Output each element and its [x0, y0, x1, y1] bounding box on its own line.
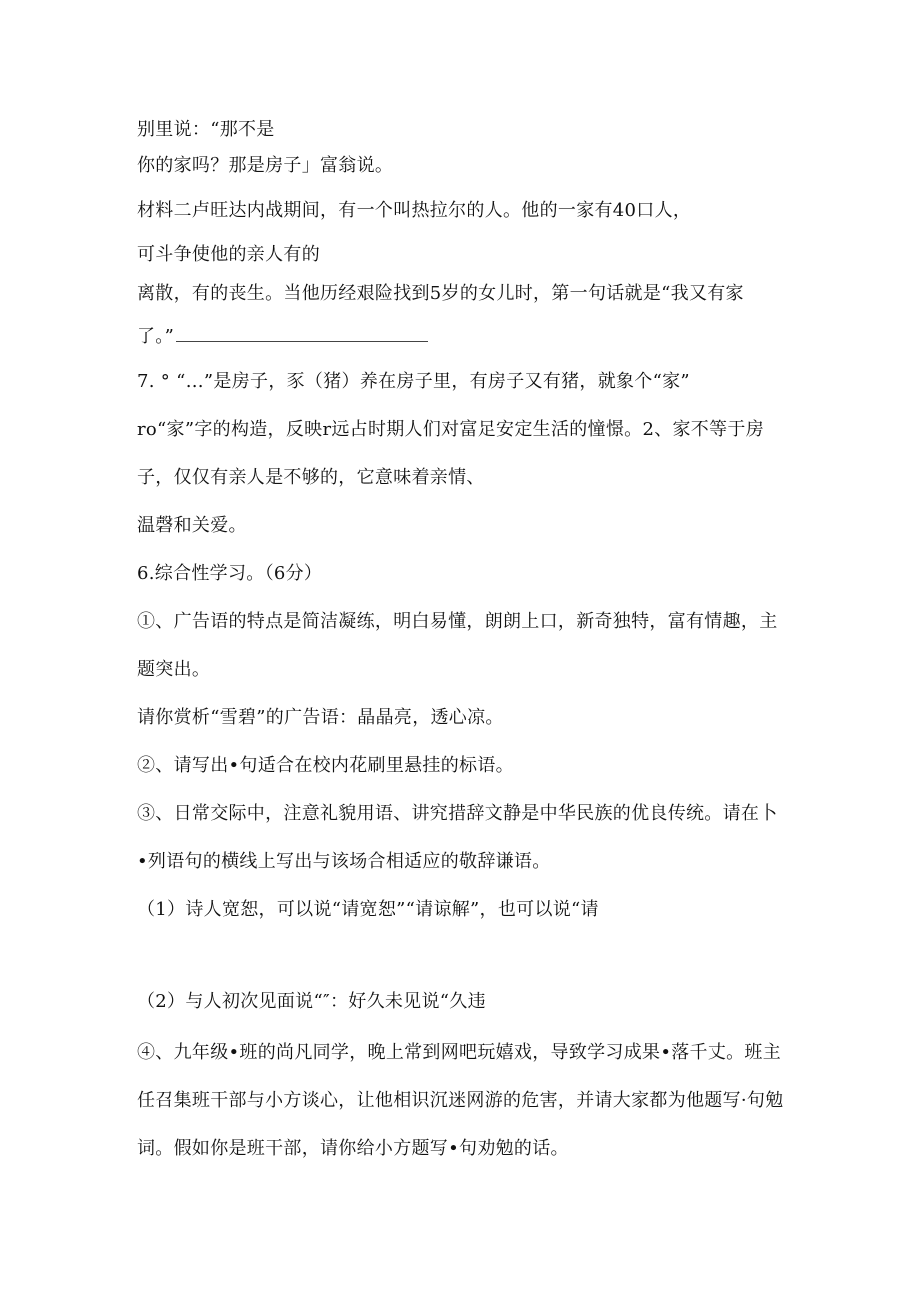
- answer-blank: [176, 327, 428, 342]
- text-line-3: 材料二卢旺达内战期间，有一个叫热拉尔的人。他的一家有40口人，: [137, 200, 692, 221]
- text-line-8: ro“家”字的构造，反映r远占时期人们对富足安定生活的憧憬。2、家不等于房: [137, 419, 764, 440]
- text-line-6: [137, 325, 428, 349]
- text-line-15: ②、请写出•句适合在校内花刷里悬挂的标语。: [137, 755, 514, 776]
- text-line-7: 7. ° “…”是房子，豕（猪）养在房子里，有房子又有猪，就象个“家”: [137, 371, 690, 392]
- text-line-18: （1）诗人宽恕，可以说“请宽恕”“请谅解”，也可以说“请: [137, 899, 599, 920]
- text-line-16: ③、日常交际中，注意礼貌用语、讲究措辞文静是中华民族的优良传统。请在卜: [137, 803, 778, 824]
- text-line-14: 请你赏析“雪碧”的广告语：晶晶亮，透心凉。: [137, 707, 504, 728]
- text-line-12: ①、广告语的特点是简洁凝练，明白易懂，朗朗上口，新奇独特，富有情趣，主: [137, 611, 778, 632]
- text-line-13: 题突出。: [137, 659, 211, 680]
- text-line-2: 你的家吗？那是房子」富翁说。: [137, 155, 394, 176]
- text-line-19: （2）与人初次见面说“″：好久未见说“久违: [137, 991, 486, 1012]
- section-heading: 6.综合性学习。（6分）: [137, 563, 323, 584]
- text-line-20: ④、九年级•班的尚凡同学，晚上常到网吧玩嬉戏，导致学习成果•落千丈。班主: [137, 1042, 782, 1063]
- text-line-1: 别里说：“那不是: [137, 119, 275, 140]
- text-line-10: 温磬和关爱。: [137, 515, 247, 536]
- text-line-9: 子，仅仅有亲人是不够的，它意味着亲情、: [137, 467, 485, 488]
- text-line-4: 可斗争使他的亲人有的: [137, 244, 320, 265]
- text-line-5: 离散，有的丧生。当他历经艰险找到5岁的女儿时，第一句话就是“我又有家: [137, 283, 744, 304]
- text-line-17: •列语句的横线上写出与该场合相适应的敬辞谦语。: [137, 851, 551, 872]
- text-line-21: 任召集班干部与小方谈心，让他相识沉迷网游的危害，并请大家都为他题写·句勉: [137, 1090, 784, 1111]
- text-line-22: 词。假如你是班干部，请你给小方题写•句劝勉的话。: [137, 1138, 569, 1159]
- text-line-6-content: 了。”: [137, 326, 175, 347]
